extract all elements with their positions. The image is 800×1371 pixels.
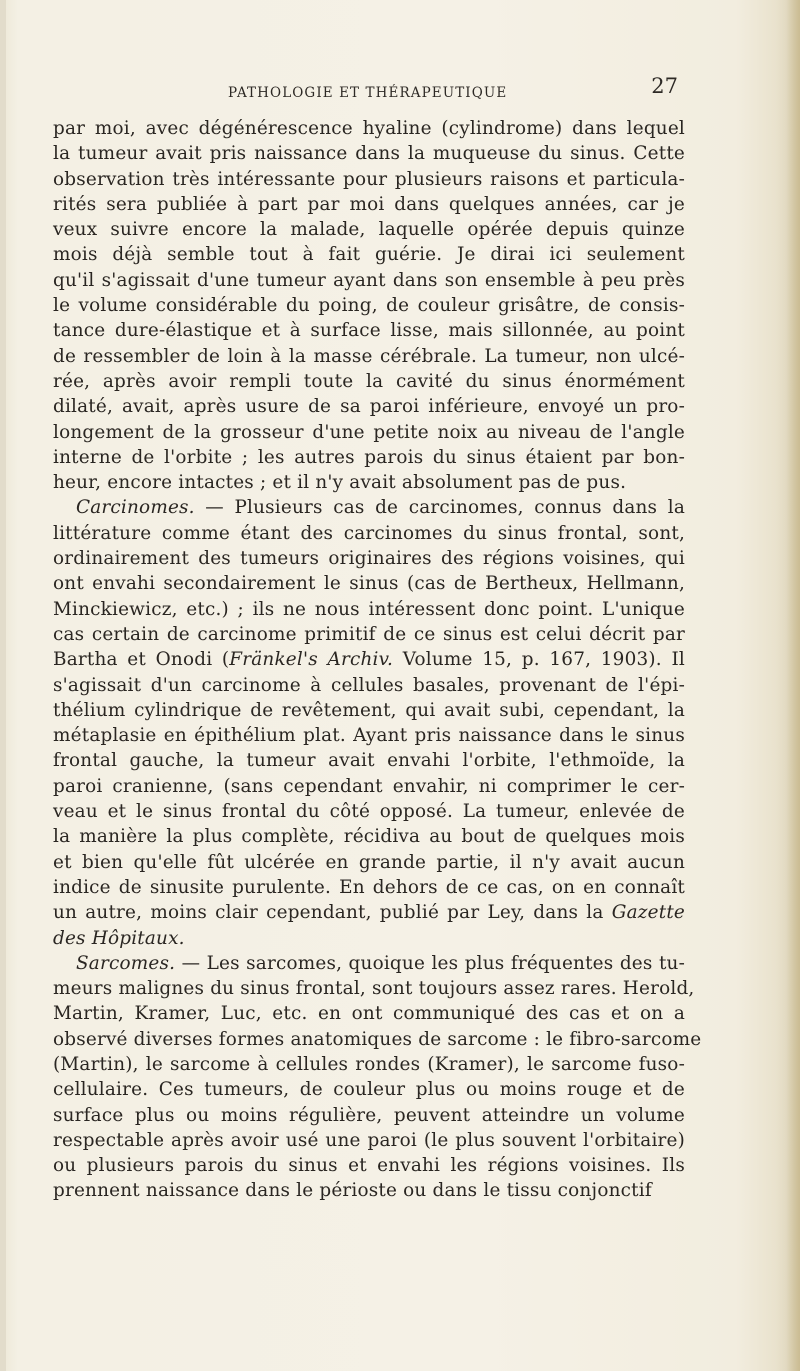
text-run: Minckiewicz, etc.) ; ils ne nous intéressent donc point. L'unique (53, 598, 685, 620)
paragraph (53, 116, 685, 495)
text-line (53, 597, 685, 622)
text-run: longement de la grosseur d'une petite noix au niveau de l'angle (53, 421, 685, 443)
body-text (53, 116, 702, 1204)
text-line (53, 774, 685, 799)
text-run: heur, encore intactes ; et il n'y avait absolument pas de pus. (53, 472, 627, 494)
text-line (53, 1077, 685, 1102)
text-run: rités sera publiée à part par moi dans quelques années, car je (53, 193, 685, 215)
text-run: tance dure-élastique et à surface lisse, mais sillonnée, au point (53, 320, 685, 342)
text-line (53, 141, 685, 166)
text-run: observé diverses formes anatomiques de sarcome : le fibro-sarcome (53, 1028, 702, 1050)
italic-text: Sarcomes. (76, 952, 176, 974)
text-line (53, 344, 685, 369)
text-line (53, 748, 685, 773)
text-line (53, 192, 685, 217)
text-run: surface plus ou moins régulière, peuvent atteindre un volume (53, 1104, 685, 1126)
text-run: ou plusieurs parois du sinus et envahi les régions voisines. Ils (53, 1155, 685, 1177)
paragraph (53, 495, 685, 950)
text-run: un autre, moins clair cependant, publié par Ley, dans la (53, 902, 612, 924)
italic-text: des Hôpitaux. (53, 927, 185, 949)
text-line (53, 394, 685, 419)
text-run: prennent naissance dans le périoste ou dans le tissu conjonctif (53, 1180, 652, 1202)
text-line (53, 647, 685, 672)
text-run: Volume 15, p. 167, 1903). Il (393, 649, 685, 671)
page-right-edge-shadow (786, 0, 800, 1371)
text-line (53, 1178, 685, 1203)
text-line (53, 850, 685, 875)
text-run: par moi, avec dégénérescence hyaline (cylindrome) dans lequel (53, 118, 685, 139)
page-header (52, 74, 682, 104)
text-line (53, 116, 685, 141)
text-line (53, 723, 685, 748)
text-line (53, 521, 685, 546)
text-run: — Les sarcomes, quoique les plus fréquentes des tu- (175, 952, 685, 974)
text-run: (Martin), le sarcome à cellules rondes (Kramer), le sarcome fuso- (53, 1053, 685, 1075)
text-run: et bien qu'elle fût ulcérée en grande partie, il n'y avait aucun (53, 851, 685, 873)
text-line (53, 495, 685, 520)
page-number: 27 (651, 74, 678, 98)
text-run: Martin, Kramer, Luc, etc. en ont communiqué des cas et on a (53, 1003, 685, 1025)
text-line (53, 546, 685, 571)
text-line (53, 673, 685, 698)
text-line (53, 369, 685, 394)
text-run: la manière la plus complète, récidiva au bout de quelques mois (53, 826, 685, 848)
text-run: métaplasie en épithélium plat. Ayant pris naissance dans le sinus (53, 725, 685, 747)
text-line (53, 1001, 685, 1026)
text-line (53, 571, 685, 596)
text-line (53, 622, 685, 647)
text-run: le volume considérable du poing, de couleur grisâtre, de consis- (53, 295, 685, 317)
text-run: paroi cranienne, (sans cependant envahir, ni comprimer le cer- (53, 775, 685, 797)
text-run: interne de l'orbite ; les autres parois du sinus étaient par bon- (53, 446, 685, 468)
text-run: observation très intéressante pour plusieurs raisons et particula- (53, 168, 685, 190)
text-run: rée, après avoir rempli toute la cavité du sinus énormément (53, 370, 685, 392)
paragraph (53, 951, 702, 1204)
text-run: veau et le sinus frontal du côté opposé. La tumeur, enlevée de (53, 801, 685, 823)
text-line (53, 824, 685, 849)
text-run: ordinairement des tumeurs originaires des régions voisines, qui (53, 548, 685, 570)
text-line (53, 318, 685, 343)
italic-text: Fränkel's Archiv. (229, 649, 394, 671)
text-line (53, 293, 685, 318)
italic-text: Gazette (611, 902, 685, 924)
text-line (53, 900, 685, 925)
text-line (53, 951, 685, 976)
page-left-edge (0, 0, 6, 1371)
text-run: frontal gauche, la tumeur avait envahi l'orbite, l'ethmoïde, la (53, 750, 685, 772)
text-run: indice de sinusite purulente. En dehors de ce cas, on en connaît (53, 876, 685, 898)
text-run: de ressembler de loin à la masse cérébrale. La tumeur, non ulcé- (53, 345, 685, 367)
text-line (53, 470, 685, 495)
text-line (53, 976, 695, 1001)
text-line (53, 1153, 685, 1178)
text-run: respectable après avoir usé une paroi (le plus souvent l'orbitaire) (53, 1129, 685, 1151)
text-run: littérature comme étant des carcinomes du sinus frontal, sont, (53, 522, 685, 544)
text-run: — Plusieurs cas de carcinomes, connus dans la (194, 497, 685, 519)
text-line (53, 1027, 702, 1052)
italic-text: Carcinomes. (76, 497, 195, 519)
text-run: ont envahi secondairement le sinus (cas de Bertheux, Hellmann, (53, 573, 685, 595)
text-line (53, 1128, 685, 1153)
text-line (53, 445, 685, 470)
text-run: mois déjà semble tout à fait guérie. Je dirai ici seulement (53, 244, 685, 266)
text-line (53, 242, 685, 267)
text-line (53, 799, 685, 824)
text-line (53, 698, 685, 723)
text-line (53, 268, 685, 293)
text-run: thélium cylindrique de revêtement, qui avait subi, cependant, la (53, 699, 685, 721)
text-line (53, 1103, 685, 1128)
text-run: veux suivre encore la malade, laquelle opérée depuis quinze (53, 219, 685, 241)
text-run: meurs malignes du sinus frontal, sont toujours assez rares. Herold, (53, 978, 695, 1000)
text-run: cellulaire. Ces tumeurs, de couleur plus ou moins rouge et de (53, 1079, 685, 1101)
text-run: s'agissait d'un carcinome à cellules basales, provenant de l'épi- (53, 674, 685, 696)
text-run: la tumeur avait pris naissance dans la muqueuse du sinus. Cette (53, 143, 685, 165)
text-run: dilaté, avait, après usure de sa paroi inférieure, envoyé un pro- (53, 396, 685, 418)
running-title: PATHOLOGIE ET THÉRAPEUTIQUE (228, 85, 508, 101)
text-line (53, 875, 685, 900)
text-line (53, 1052, 685, 1077)
text-line (53, 167, 685, 192)
text-run: cas certain de carcinome primitif de ce sinus est celui décrit par (53, 623, 685, 645)
text-run: qu'il s'agissait d'une tumeur ayant dans son ensemble à peu près (53, 269, 685, 291)
text-line (53, 420, 685, 445)
text-line (53, 926, 685, 951)
text-run: Bartha et Onodi ( (53, 649, 230, 671)
text-line (53, 217, 685, 242)
